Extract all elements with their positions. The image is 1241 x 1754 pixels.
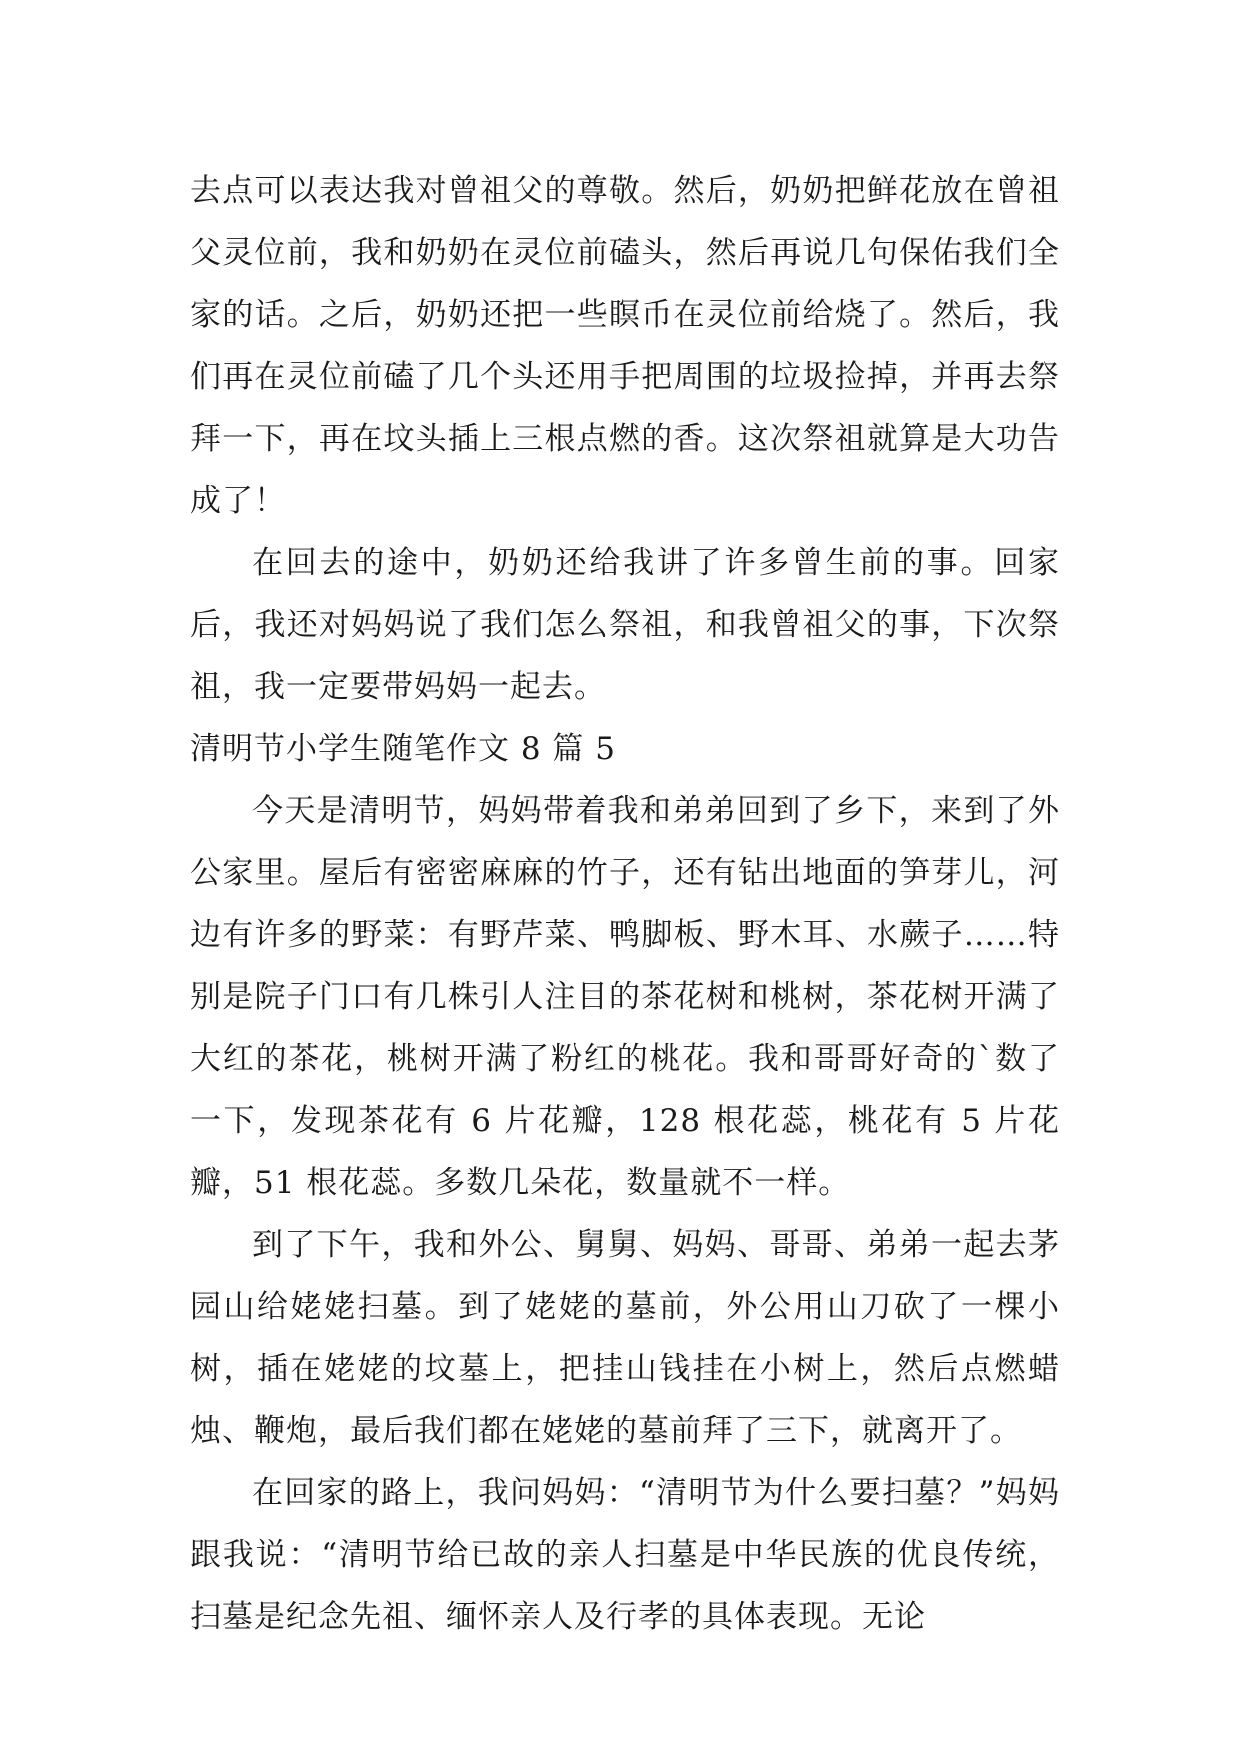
paragraph: 到了下午，我和外公、舅舅、妈妈、哥哥、弟弟一起去茅园山给姥姥扫墓。到了姥姥的墓前，外公用山刀砍了一棵小树，插在姥姥的坟墓上，把挂山钱挂在小树上，然后点燃蜡烛、鞭炮，最后我们都在姥姥的墓前拜了三下，就离开了。 bbox=[190, 1227, 1060, 1449]
paragraph-continued: 去点可以表达我对曾祖父的尊敬。然后，奶奶把鲜花放在曾祖父灵位前，我和奶奶在灵位前磕头，然后再说几句保佑我们全家的话。之后，奶奶还把一些瞑币在灵位前给烧了。然后，我们再在灵位前磕了几个头还用手把周围的垃圾捡掉，并再去祭拜一下，再在坟头插上三根点燃的香。这次祭祖就算是大功告成了！ bbox=[190, 173, 1060, 519]
paragraph: 在回去的途中，奶奶还给我讲了许多曾生前的事。回家后，我还对妈妈说了我们怎么祭祖，和我曾祖父的事，下次祭祖，我一定要带妈妈一起去。 bbox=[190, 545, 1060, 705]
document-body bbox=[190, 160, 1060, 1648]
paragraph: 在回家的路上，我问妈妈：“清明节为什么要扫墓？”妈妈跟我说：“清明节给已故的亲人扫墓是中华民族的优良传统，扫墓是纪念先祖、缅怀亲人及行孝的具体表现。无论 bbox=[190, 1475, 1060, 1635]
paragraph: 今天是清明节，妈妈带着我和弟弟回到了乡下，来到了外公家里。屋后有密密麻麻的竹子，还有钻出地面的笋芽儿，河边有许多的野菜：有野芹菜、鸭脚板、野木耳、水蕨子……特别是院子门口有几株引人注目的茶花树和桃树，茶花树开满了大红的茶花，桃树开满了粉红的桃花。我和哥哥好奇的`数了一下，发现茶花有 6 片花瓣，128 根花蕊，桃花有 5 片花瓣，51 根花蕊。多数几朵花，数量就不一样。 bbox=[190, 793, 1060, 1201]
section-title: 清明节小学生随笔作文 8 篇 5 bbox=[190, 731, 617, 767]
